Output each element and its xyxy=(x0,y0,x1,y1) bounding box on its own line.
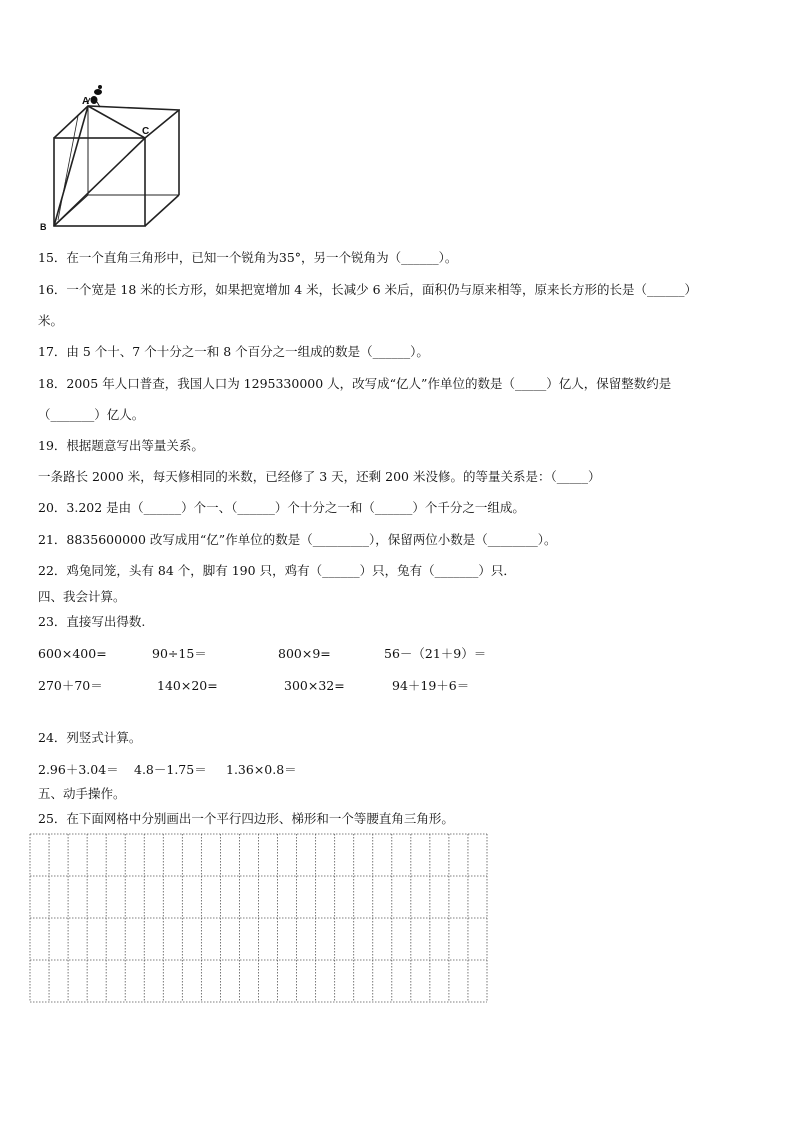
question-18-cont: （_______）亿人。 xyxy=(38,407,145,422)
question-19-body: 一条路长 2000 米，每天修相同的米数，已经修了 3 天，还剩 200 米没修。的等量关系是：（_____） xyxy=(38,469,601,484)
question-17: 17．由 5 个十、7 个十分之一和 8 个百分之一组成的数是（______）。 xyxy=(38,344,429,359)
question-21: 21．8835600000 改写成用“亿”作单位的数是（_________），保留两位小数是（________）。 xyxy=(38,532,557,547)
calc-item: 94＋19＋6＝ xyxy=(392,678,470,693)
section-5-title: 五、动手操作。 xyxy=(38,786,126,801)
question-15: 15．在一个直角三角形中，已知一个锐角为35°，另一个锐角为（______）。 xyxy=(38,250,458,265)
label-b: B xyxy=(40,222,47,230)
question-22: 22．鸡兔同笼，头有 84 个，脚有 190 只，鸡有（______）只，兔有（_______）只． xyxy=(38,563,516,578)
question-23: 23．直接写出得数. xyxy=(38,614,146,629)
calc-item: 140×20= xyxy=(157,678,218,693)
question-18: 18．2005 年人口普查，我国人口为 1295330000 人，改写成“亿人”作单位的数是（_____）亿人，保留整数约是 xyxy=(38,376,672,391)
section-4-title: 四、我会计算。 xyxy=(38,589,126,604)
question-25: 25．在下面网格中分别画出一个平行四边形、梯形和一个等腰直角三角形。 xyxy=(38,811,454,826)
calc-item: 90÷15＝ xyxy=(152,646,207,661)
calc-item: 4.8－1.75＝ xyxy=(134,762,207,777)
question-16: 16．一个宽是 18 米的长方形，如果把宽增加 4 米，长减少 6 米后，面积仍与原来相等，原来长方形的长是（______） xyxy=(38,282,698,297)
drawing-grid[interactable] xyxy=(29,833,489,1005)
question-20: 20．3.202 是由（______）个一、（______）个十分之一和（______）个千分之一组成。 xyxy=(38,500,525,515)
calc-item: 600×400= xyxy=(38,646,107,661)
label-a: A xyxy=(82,96,90,107)
calc-item: 56－（21＋9）＝ xyxy=(384,646,487,661)
calc-item: 2.96＋3.04＝ xyxy=(38,762,119,777)
calc-item: 270＋70＝ xyxy=(38,678,103,693)
question-16-cont: 米。 xyxy=(38,313,64,328)
label-c: C xyxy=(142,126,150,137)
cube-figure xyxy=(40,80,180,230)
question-24: 24．列竖式计算。 xyxy=(38,730,142,745)
calc-item: 300×32= xyxy=(284,678,345,693)
ant-icon xyxy=(87,85,102,107)
calc-item: 800×9= xyxy=(278,646,331,661)
calc-item: 1.36×0.8＝ xyxy=(226,762,297,777)
question-19: 19．根据题意写出等量关系。 xyxy=(38,438,204,453)
